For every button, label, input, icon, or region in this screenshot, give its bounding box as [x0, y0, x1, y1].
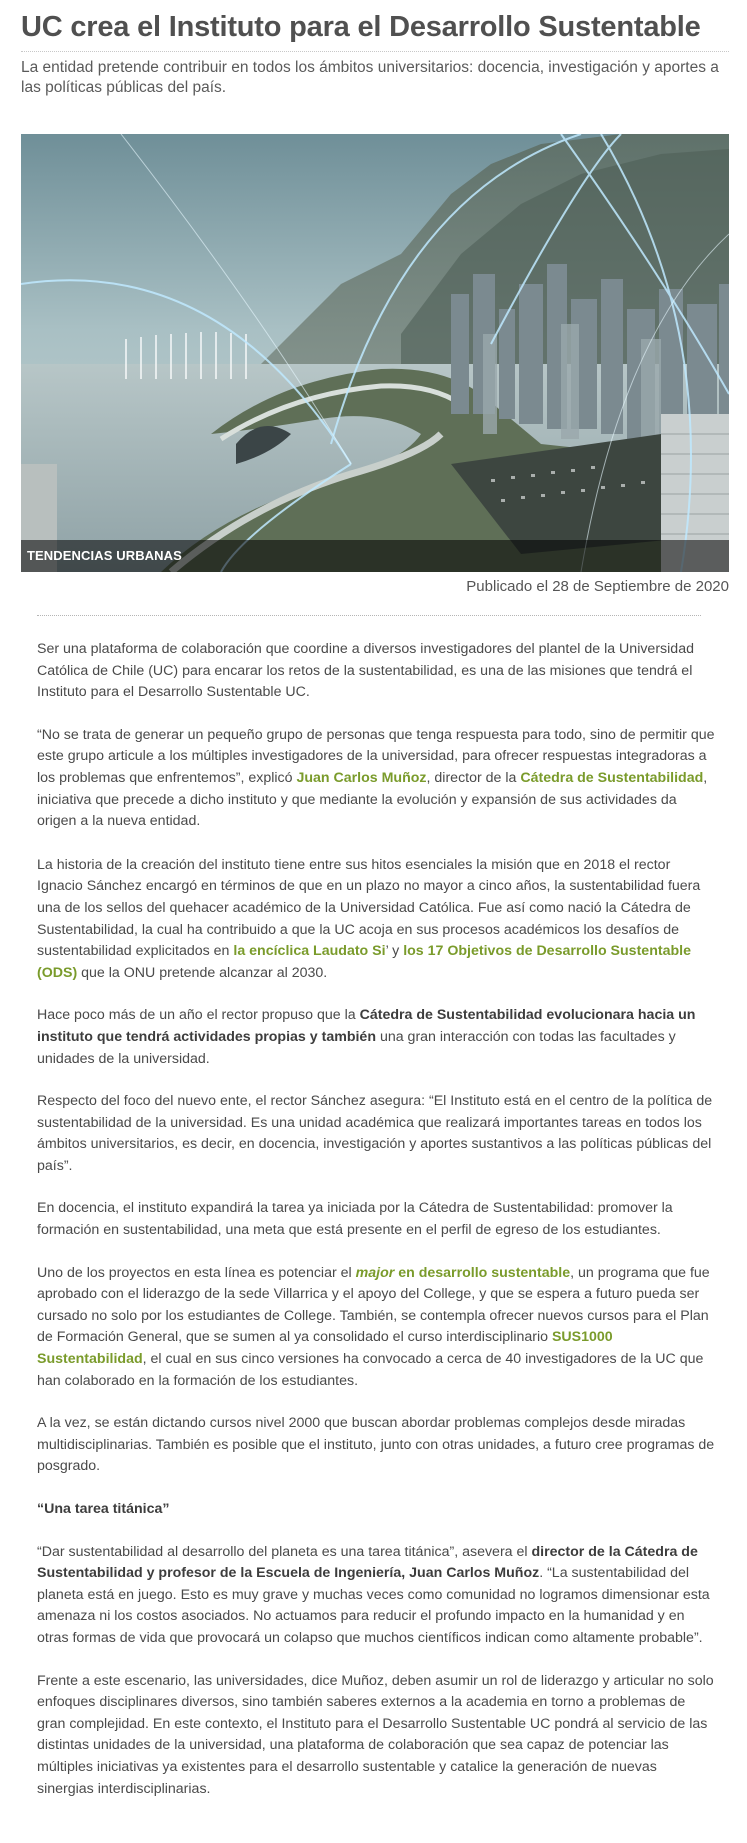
link-sus1000[interactable]: SUS1000 Sustentabilidad — [37, 1329, 613, 1368]
paragraph-1: Ser una plataforma de colaboración que coordine a diversos investigadores del plantel de la Universidad Católica de Chile (UC) para encarar los retos de la sustentabilidad, es una de las misiones que tendrá el Instituto para el Desarrollo Sustentable UC. — [37, 641, 694, 701]
city-illustration — [21, 134, 729, 572]
image-caption: TENDENCIAS URBANAS — [27, 548, 182, 563]
link-laudato-si[interactable]: la encíclica Laudato Si — [233, 943, 386, 960]
paragraph-2: “No se trata de generar un pequeño grupo de personas que tenga respuesta para todo, sino de permitir que este grupo articule a los múltiples investigadores de la universidad, para ofrecer respuestas integradoras a los problemas que enfrentemos”, explicó Juan Carlos Muñoz, director de la Cátedra de Sustentabilidad, iniciativa que precede a dicho instituto y que mediante la evolución y expansión de sus actividades da origen a la nueva entidad. — [37, 726, 715, 830]
paragraph-3: La historia de la creación del instituto tiene entre sus hitos esenciales la misión que en 2018 el rector Ignacio Sánchez encargó en términos de que en un plazo no mayor a cinco años, la sustentabilidad fuera una de los sellos del quehacer académico de la Universidad Católica. Fue así como nació la Cátedra de Sustentabilidad, la cual ha contribuido a que la UC acoja en sus procesos académicos los desafíos de sustentabilidad explicitados en la encíclica Laudato Si’ y los 17 Objetivos de Desarrollo Sustentable (ODS) que la ONU pretende alcanzar al 2030. — [37, 856, 701, 981]
link-juan-carlos-munoz[interactable]: Juan Carlos Muñoz — [296, 769, 427, 786]
paragraph-4: Hace poco más de un año el rector propuso que la Cátedra de Sustentabilidad evolucionara hacia un instituto que tendrá actividades propias y también una gran interacción con todas las facultades y unidades de la universidad. — [37, 1007, 696, 1067]
paragraph-8: A la vez, se están dictando cursos nivel 2000 que buscan abordar problemas complejos desde miradas multidisciplinarias. También es posible que el instituto, junto con otras unidades, a futuro cree programas de posgrado. — [37, 1415, 715, 1475]
image-caption-bar — [21, 540, 729, 572]
date-divider — [37, 615, 701, 616]
paragraph-5: Respecto del foco del nuevo ente, el rector Sánchez asegura: “El Instituto está en el centro de la política de sustentabilidad de la universidad. Es una unidad académica que realizará importantes tareas en todos los ámbitos universitarios, es decir, en docencia, investigación y aportes sustantivos a las políticas públicas del país”. — [37, 1093, 713, 1174]
article-subtitle: La entidad pretende contribuir en todos los ámbitos universitarios: docencia, investigación y aportes a las políticas públicas del país. — [21, 59, 719, 96]
paragraph-6: En docencia, el instituto expandirá la tarea ya iniciada por la Cátedra de Sustentabilidad: promover la formación en sustentabilidad, una meta que está presente en el perfil de egreso de los estudiantes. — [37, 1200, 673, 1239]
section-heading: “Una tarea titánica” — [37, 1501, 170, 1517]
article-title: UC crea el Instituto para el Desarrollo Sustentable — [21, 11, 701, 43]
link-major-desarrollo-sustentable[interactable]: major en desarrollo sustentable — [355, 1264, 571, 1281]
link-catedra-sustentabilidad[interactable]: Cátedra de Sustentabilidad — [520, 769, 704, 786]
paragraph-9: “Dar sustentabilidad al desarrollo del planeta es una tarea titánica”, asevera el director de la Cátedra de Sustentabilidad y profesor de la Escuela de Ingeniería, Juan Carlos Muñoz. “La sustentabilidad del planeta está en juego. Esto es muy grave y muchas veces como comunidad no logramos dimensionar esta amenaza ni los costos asociados. No actuamos para reducir el profundo impacto en la humanidad y en otras formas de vida que provocará un colapso que muchos científicos indican como altamente probable”. — [37, 1543, 710, 1646]
hero-image — [21, 134, 729, 572]
paragraph-10: Frente a este escenario, las universidades, dice Muñoz, deben asumir un rol de liderazgo y articular no solo enfoques disciplinares diversos, sino también saberes externos a la academia en torno a problemas de gran complejidad. En este contexto, el Instituto para el Desarrollo Sustentable UC pondrá al servicio de las distintas unidades de la universidad, una plataforma de colaboración que sea capaz de potenciar las múltiples iniciativas ya existentes para el desarrollo sustentable y catalice la generación de nuevas sinergias interdisciplinarias. — [37, 1672, 714, 1797]
link-ods[interactable]: los 17 Objetivos de Desarrollo Sustentable (ODS) — [37, 943, 691, 981]
publish-date: Publicado el 28 de Septiembre de 2020 — [466, 578, 729, 595]
title-divider — [21, 51, 729, 52]
paragraph-7: Uno de los proyectos en esta línea es potenciar el major en desarrollo sustentable, un programa que fue aprobado con el liderazgo de la sede Villarrica y el apoyo del College, y que se espera a futuro pueda ser cursado no solo por los estudiantes de College. También, se contempla ofrecer nuevos cursos para el Plan de Formación General, que se sumen al ya consolidado el curso interdisciplinario SUS1000 Sustentabilidad, el cual en sus cinco versiones ha convocado a cerca de 40 investigadores de la UC que han colaborado en la formación de los estudiantes. — [37, 1264, 710, 1389]
article-body — [37, 639, 717, 1821]
